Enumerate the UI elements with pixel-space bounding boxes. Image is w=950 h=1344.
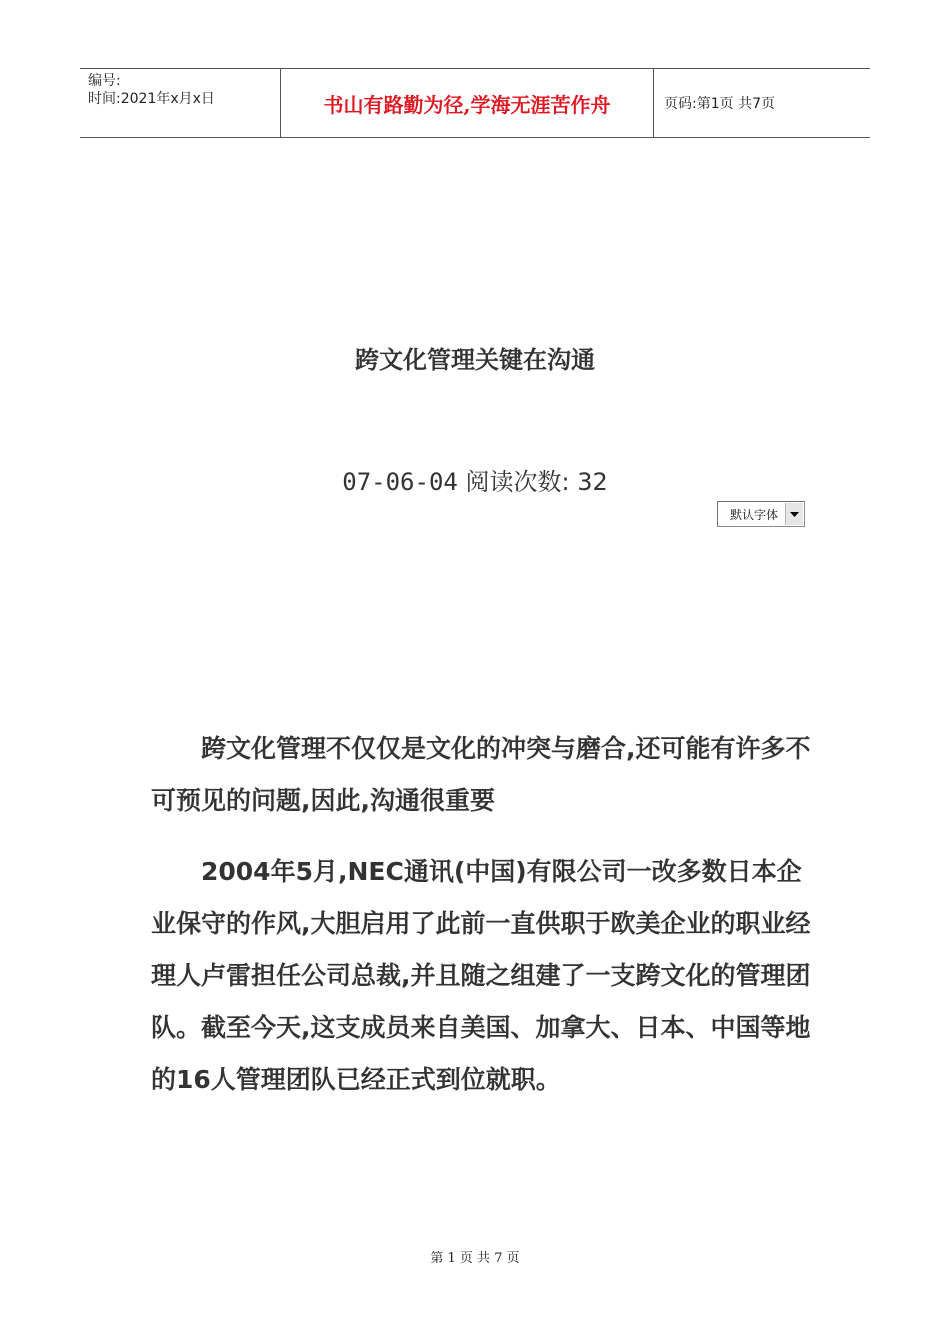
font-select[interactable] [717,501,805,527]
article-paragraph-2 [151,846,811,1106]
time-label: 时间:2021年x月x日 [88,91,215,107]
article-paragraph-1 [151,723,811,827]
header-meta-cell [80,69,281,137]
header-table [80,68,870,138]
article-dateline [0,462,950,497]
font-select-value: 默认字体 [730,507,779,522]
font-select-button[interactable] [785,503,803,525]
paragraph-text: 跨文化管理不仅仅是文化的冲突与磨合,还可能有许多不可预见的问题,因此,沟通很重要 [151,734,811,815]
page-footer: 第 1 页 共 7 页 [430,1251,520,1266]
chevron-down-icon [790,512,799,517]
page-info: 页码:第1页 共7页 [664,96,775,112]
motto-text: 书山有路勤为径,学海无涯苦作舟 [323,92,611,117]
paragraph-text: 2004年5月,NEC通讯(中国)有限公司一改多数日本企业保守的作风,大胆启用了此前一直供职于欧美企业的职业经理人卢雷担任公司总裁,并且随之组建了一支跨文化的管理团队。截至今天,这支成员来自美国、加拿大、日本、中国等地的16人管理团队已经正式到位就职。 [151,857,811,1094]
article-title: 跨文化管理关键在沟通 [355,346,595,374]
header-motto-cell [281,69,654,137]
article-date: 07-06-04 [342,468,458,496]
header-page-cell [654,69,870,137]
number-label: 编号: [88,73,121,89]
read-count: 阅读次数: 32 [465,468,608,496]
